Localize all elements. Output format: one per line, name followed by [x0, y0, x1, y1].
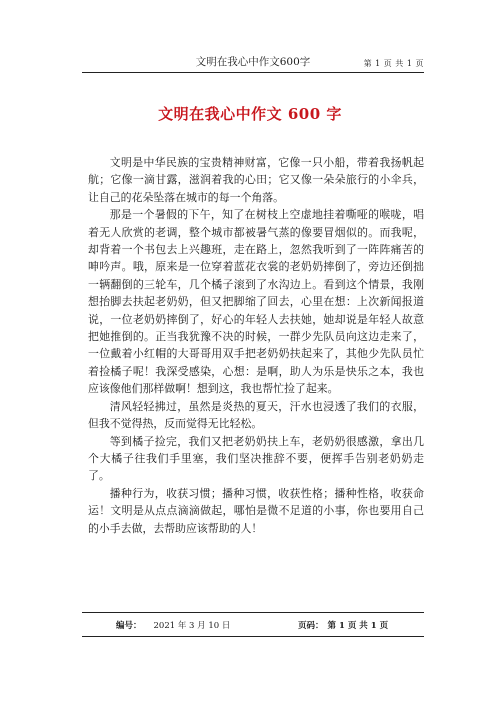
- header-title: 文明在我心中作文600字: [195, 56, 311, 68]
- footer-number-value: 2021 年 3 月 10 日: [153, 621, 231, 631]
- footer-page-label: 页码：: [298, 621, 324, 631]
- document-body: [88, 154, 424, 537]
- header-page-indicator: 第 1 页 共 1 页: [363, 59, 424, 68]
- footer-page: [298, 619, 388, 631]
- paragraph: 那是一个暑假的下午，知了在树枝上空虚地挂着嘶哑的喉咙，唱着无人欣赏的老调，整个城市都被暑气蒸的像要冒烟似的。而我呢，却背着一个书包去上兴趣班，走在路上，忽然我听到了一阵阵痛苦的呻吟声。哦，原来是一位穿着蓝花衣裳的老奶奶摔倒了，旁边还倒拙一辆翻倒的三轮车，几个橘子滚到了水沟边上。看到这个情景，我刚想抬脚去扶起老奶奶，但又把脚缩了回去，心里在想：上次新闻报道说，一位老奶奶摔倒了，好心的年轻人去扶她，她却说是年轻人故意把她推倒的。正当我犹豫不决的时候，一群少先队员向这边走来了，一位戴着小红帽的大哥哥用双手把老奶奶扶起来了，其他少先队员忙着捡橘子呢！我深受感染，心想：是啊，助人为乐是快乐之本，我也应该像他们那样做啊！想到这，我也帮忙捡了起来。: [88, 208, 424, 396]
- paragraph: 播种行为，收获习惯；播种习惯，收获性格；播种性格，收获命运！文明是从点点滴滴做起，哪怕是微不足道的小事，你也要用自己的小手去做，去帮助应该帮助的人！: [88, 486, 424, 535]
- paragraph: 等到橘子捡完，我们又把老奶奶扶上车，老奶奶很感激，拿出几个大橘子往我们手里塞，我们坚决推辞不要，便挥手告别老奶奶走了。: [88, 434, 424, 483]
- page-footer: [82, 612, 424, 637]
- document-title: 文明在我心中作文 600 字: [158, 105, 342, 123]
- footer-page-value: 第 1 页 共 1 页: [327, 621, 389, 631]
- footer-number: [116, 619, 230, 631]
- footer-number-label: 编号：: [116, 621, 142, 631]
- paragraph: 文明是中华民族的宝贵精神财富，它像一只小船，带着我扬帆起航；它像一滴甘露，滋润着我的心田；它又像一朵朵旅行的小伞兵，让自己的花朵坠落在城市的每一个角落。: [88, 156, 424, 204]
- page-header: [82, 50, 424, 73]
- paragraph: 清风轻轻拂过，虽然是炎热的夏天，汗水也浸透了我们的衣服，但我不觉得热，反而觉得无比轻松。: [88, 399, 424, 431]
